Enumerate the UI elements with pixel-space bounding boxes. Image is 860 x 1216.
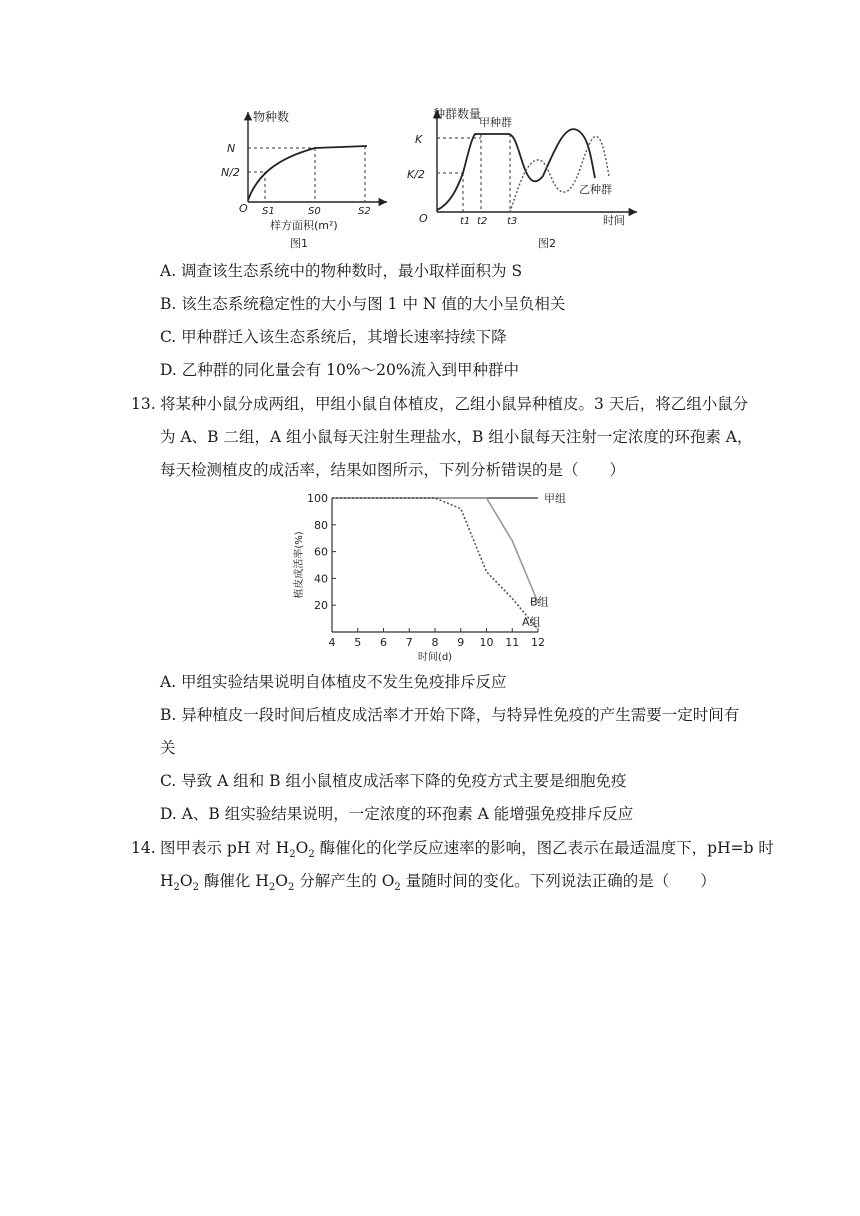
q13-stem-line-3: 每天检测植皮的成活率，结果如图所示，下列分析错误的是（ ） — [160, 461, 626, 479]
q14-l2-p4: 酶催化 H — [199, 872, 269, 890]
x-tick-label: 7 — [405, 636, 413, 649]
q13-option-c: C. 导致 A 组和 B 组小鼠植皮成活率下降的免疫方式主要是细胞免疫 — [160, 772, 627, 790]
series-line-A组 — [332, 498, 538, 629]
q14-l2-sub3: 2 — [192, 882, 199, 894]
series-label-甲组: 甲组 — [544, 492, 566, 505]
fig1-tick-s2: S2 — [358, 206, 371, 217]
x-tick-label: 8 — [431, 636, 439, 649]
fig2-caption: 图2 — [538, 237, 556, 250]
q14-l2-sub9: 2 — [394, 882, 401, 894]
figure-2 — [405, 104, 645, 254]
q12-option-b: B. 该生态系统稳定性的大小与图 1 中 N 值的大小呈负相关 — [160, 295, 566, 313]
q14-l2-sub1: 2 — [173, 882, 180, 894]
q13-option-a: A. 甲组实验结果说明自体植皮不发生免疫排斥反应 — [160, 673, 507, 691]
q14-l1-sub1: 2 — [289, 849, 296, 861]
q12-option-c: C. 甲种群迁入该生态系统后，其增长速率持续下降 — [160, 328, 507, 346]
x-tick-label: 9 — [457, 636, 465, 649]
fig1-tick-n2: N/2 — [221, 166, 240, 179]
x-tick-label: 6 — [380, 636, 387, 649]
q13-stem-line-2: 为 A、B 二组，A 组小鼠每天注射生理盐水，B 组小鼠每天注射一定浓度的环孢素 A， — [160, 428, 753, 446]
fig2-tick-k2: K/2 — [407, 168, 425, 181]
fig2-tick-t3: t3 — [507, 216, 518, 227]
x-tick-label: 4 — [328, 636, 336, 649]
y-tick-label: 40 — [314, 572, 328, 586]
fig2-tick-t1: t1 — [460, 216, 471, 227]
fig2-series-b: 乙种群 — [579, 183, 612, 196]
fig2-xlabel: 时间 — [603, 214, 625, 227]
x-axis-label: 时间(d) — [417, 652, 453, 663]
fig2-origin: O — [419, 212, 428, 225]
series-label-A组: A组 — [522, 615, 541, 629]
y-tick-label: 100 — [307, 492, 328, 505]
fig2-tick-k: K — [415, 133, 423, 146]
q14-l2-sub7: 2 — [287, 882, 295, 894]
q13-option-b-cont: 关 — [160, 739, 176, 757]
fig1-tick-n: N — [227, 142, 236, 155]
q14-l2-p2: O — [179, 872, 193, 890]
q14-stem-line-2 — [160, 869, 716, 893]
x-tick-label: 5 — [354, 636, 362, 649]
q14-l1-sub3: 2 — [308, 849, 315, 861]
y-tick-label: 20 — [314, 599, 328, 613]
fig1-tick-s1: S1 — [262, 206, 275, 217]
fig2-curve-a — [437, 129, 595, 210]
q14-l1-p2: O — [295, 839, 309, 857]
q14-number: 14. — [131, 839, 156, 857]
q14-stem-line-1 — [160, 836, 774, 860]
q13-option-b: B. 异种植皮一段时间后植皮成活率才开始下降，与特异性免疫的产生需要一定时间有 — [160, 706, 740, 724]
q12-option-a: A. 调查该生态系统中的物种数时，最小取样面积为 S — [160, 262, 523, 280]
q14-l2-p10: 量随时间的变化。下列说法正确的是（ ） — [400, 872, 716, 890]
fig1-xlabel: 样方面积(m²) — [270, 219, 338, 232]
q14-l2-p6: O — [275, 872, 288, 890]
q12-option-d: D. 乙种群的同化量会有 10%～20%流入到甲种群中 — [160, 361, 520, 379]
fig2-tick-t2: t2 — [477, 216, 488, 227]
fig2-series-a: 甲种群 — [479, 116, 512, 129]
fig1-origin: O — [239, 202, 248, 215]
fig1-caption: 图1 — [290, 237, 308, 250]
series-line-B组 — [332, 498, 538, 603]
fig1-tick-s0: S0 — [308, 206, 321, 217]
q13-option-d: D. A、B 组实验结果说明，一定浓度的环孢素 A 能增强免疫排斥反应 — [160, 805, 634, 823]
x-tick-label: 12 — [531, 636, 545, 649]
y-tick-label: 80 — [314, 518, 328, 532]
fig1-ylabel: 物种数 — [253, 110, 290, 124]
figure-1 — [215, 104, 395, 254]
q14-l2-sub5: 2 — [268, 882, 276, 894]
fig2-ylabel: 种群数量 — [433, 107, 482, 121]
graft-survival-chart — [288, 488, 578, 666]
q14-l1-p0: 图甲表示 pH 对 H — [160, 839, 290, 857]
q14-l2-p0: H — [160, 872, 174, 890]
y-axis-label: 植皮成活率(%) — [294, 531, 305, 599]
x-tick-label: 10 — [479, 636, 494, 649]
q14-l1-p4: 酶催化的化学反应速率的影响，图乙表示在最适温度下，pH=b 时 — [314, 839, 774, 857]
q13-number: 13. — [131, 395, 156, 413]
x-tick-label: 11 — [505, 636, 520, 649]
q14-l2-p8: 分解产生的 O — [294, 872, 395, 890]
q13-stem-line-1: 将某种小鼠分成两组，甲组小鼠自体植皮，乙组小鼠异种植皮。3 天后，将乙组小鼠分 — [160, 395, 749, 413]
y-tick-label: 60 — [314, 545, 328, 559]
series-label-B组: B组 — [530, 595, 549, 609]
fig1-curve — [248, 146, 367, 200]
